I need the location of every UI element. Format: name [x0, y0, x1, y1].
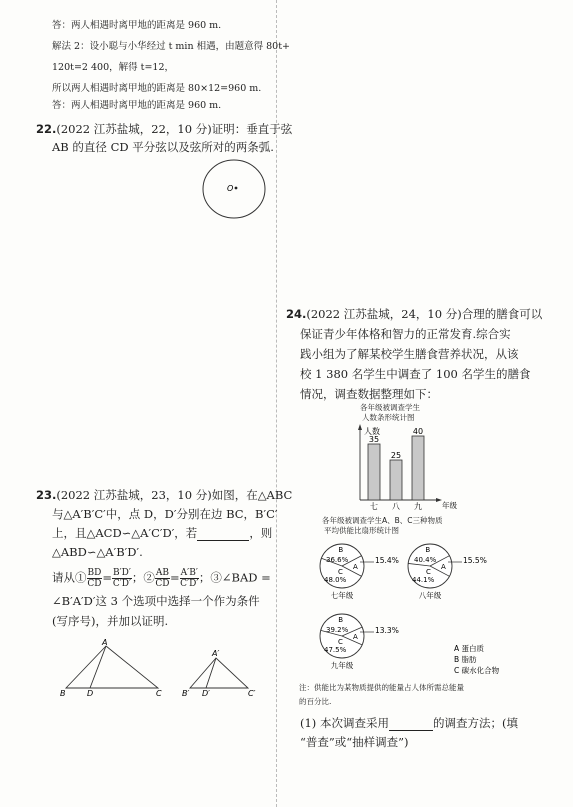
q22-line-1 — [36, 122, 292, 136]
q23-line-3 — [52, 526, 272, 541]
legend-c: C 碳水化合物 — [454, 666, 500, 675]
triangle-abc — [66, 646, 158, 688]
q22-text-1: 证明：垂直于弦 — [211, 122, 293, 136]
pie-3-label-c: C — [338, 638, 343, 646]
bar-y-label: 人数 — [364, 427, 380, 436]
label-d: D — [87, 689, 94, 698]
pie-3-name: 九年级 — [330, 661, 354, 670]
circle-label-o: O — [227, 184, 234, 193]
label-a-prime: A′ — [212, 649, 220, 658]
bar-category-3: 九 — [414, 502, 422, 511]
pie-3-value-a: 13.3% — [375, 626, 399, 635]
pie-chart-title-2: 平均供能比扇形统计图 — [324, 526, 399, 535]
q22-line-2: AB 的直径 CD 平分弦以及弦所对的两条弧. — [52, 140, 274, 154]
label-b-prime: B′ — [182, 689, 190, 698]
pie-2-value-b: 40.4% — [414, 556, 437, 564]
pie-3-value-b: 39.2% — [326, 626, 349, 634]
pie-2-value-a: 15.5% — [463, 556, 487, 565]
note-line-1: 注：供能比为某物质提供的能量占人体所需总能量 — [299, 683, 464, 692]
q24-survey-blank[interactable] — [389, 716, 433, 731]
q23-line-6: ∠B′A′D′这 3 个选项中选择一个作为条件 — [52, 594, 260, 608]
pie-1-value-a: 15.4% — [375, 556, 399, 565]
pie-1-name: 七年级 — [330, 591, 354, 600]
answer-line-1: 答：两人相遇时离甲地的距离是 960 m. — [52, 20, 222, 31]
pie-1-value-c: 48.0% — [324, 576, 347, 584]
label-c-prime: C′ — [248, 689, 256, 698]
bar-chart-title-1: 各年级被调查学生 — [360, 403, 420, 412]
answer-line-4: 所以两人相遇时离甲地的距离是 80×12=960 m. — [52, 83, 262, 94]
q23-source: (2022 江苏盐城，23，10 分) — [56, 488, 212, 502]
pie-2-value-c: 44.1% — [412, 576, 435, 584]
q24-line-2: 保证青少年体格和智力的正常发育.综合实 — [300, 327, 511, 341]
pie-1-label-b: B — [338, 546, 344, 555]
pie-1-value-b: 36.6% — [326, 556, 349, 564]
pie-2-name: 八年级 — [418, 591, 442, 600]
q24-source: (2022 江苏盐城，24，10 分) — [306, 307, 462, 321]
q23-line-4: △ABD∽△A′B′D′. — [52, 545, 143, 559]
circle-outline — [203, 160, 265, 218]
label-d-prime: D′ — [202, 689, 210, 698]
bar-value-3: 40 — [412, 427, 424, 436]
legend-a: A 蛋白质 — [454, 644, 485, 653]
triangle-a2b2c2 — [190, 658, 248, 688]
fraction-b2d2-c2d2: $\frac{B'D'}{C'D'}$ — [112, 568, 132, 589]
answer-line-5: 答：两人相遇时离甲地的距离是 960 m. — [52, 100, 222, 111]
q23-text-1: 如图，在△ABC — [211, 488, 293, 502]
legend-b: B 脂肪 — [454, 655, 477, 664]
q24-sub1-b: 的调查方法；(填 — [432, 716, 518, 730]
pie-3-label-b: B — [338, 616, 344, 625]
bar-y-arrow — [358, 424, 362, 430]
q24-line-1 — [286, 307, 542, 321]
q24-line-5: 情况，调查数据整理如下： — [300, 387, 438, 401]
pie-2-label-b: B — [425, 546, 431, 555]
circle-center — [235, 187, 238, 190]
q23-text-3b: ，则 — [249, 526, 273, 540]
bar-2 — [390, 460, 402, 500]
pie-chart-title-1: 各年级被调查学生A、B、C三种物质 — [322, 516, 443, 525]
bar-value-1: 35 — [368, 435, 380, 444]
q23-triangle-figure — [58, 636, 268, 698]
q24-text-1: 合理的膳食可以 — [461, 307, 543, 321]
label-b: B — [60, 689, 66, 698]
q24-sub1 — [300, 716, 518, 731]
answer-line-2: 解法 2：设小聪与小华经过 t min 相遇，由题意得 80t+ — [52, 41, 290, 52]
q24-sub1-a: (1) 本次调查采用 — [300, 716, 389, 730]
q23-line-1 — [36, 488, 292, 502]
bar-category-1: 七 — [370, 502, 378, 511]
q23-line-5: 请从① $\frac{BD}{CD}$ = $\frac{B'D'}{C'D'}$ ；② $\frac{AB}{CD}$ = $\frac{A'B'}{C'D'}$ ；③∠BAD = — [52, 568, 271, 589]
segment-ad — [90, 646, 106, 688]
answer-line-3: 120t=2 400，解得 t=12， — [52, 62, 174, 73]
q24-line-4: 校 1 380 名学生中调查了 100 名学生的膳食 — [300, 367, 531, 381]
bar-3 — [412, 436, 424, 500]
q23-line-7: (写序号)，并加以证明. — [52, 614, 169, 628]
label-c: C — [156, 689, 162, 698]
q23-number: 23. — [36, 488, 57, 502]
pie-3-label-a: A — [353, 633, 358, 641]
pie-2-label-a: A — [441, 563, 446, 571]
q24-number: 24. — [286, 307, 307, 321]
label-a: A — [102, 638, 108, 647]
bar-category-2: 八 — [392, 502, 400, 511]
q24-line-3: 践小组为了解某校学生膳食营养状况，从该 — [300, 347, 519, 361]
note-line-2: 的百分比. — [299, 697, 332, 706]
q23-answer-blank[interactable] — [197, 526, 249, 541]
pie-1-label-a: A — [353, 563, 358, 571]
q22-source: (2022 江苏盐城，22，10 分) — [56, 122, 212, 136]
q22-number: 22. — [36, 122, 57, 136]
q22-circle-figure — [200, 158, 272, 222]
fraction-a2b2-c2d2: $\frac{A'B'}{C'D'}$ — [180, 568, 199, 589]
pie-2-label-c: C — [426, 568, 431, 576]
q24-sub1-c: “普查”或“抽样调查”) — [300, 735, 409, 749]
bar-1 — [368, 444, 380, 500]
pie-1-label-c: C — [338, 568, 343, 576]
q23-text-5a: 请从① — [52, 570, 87, 585]
bar-x-label: 年级 — [442, 501, 457, 510]
q23-line-2: 与△A′B′C′中，点 D，D′分别在边 BC，B′C′ — [52, 507, 278, 521]
fraction-bd-cd: $\frac{BD}{CD}$ — [87, 568, 102, 589]
segment-a2d2 — [206, 658, 216, 688]
pie-3-value-c: 47.5% — [324, 646, 347, 654]
bar-chart — [340, 422, 470, 512]
bar-chart-title-2: 人数条形统计图 — [362, 413, 415, 422]
q23-text-3a: 上，且△ACD∽△A′C′D′，若 — [52, 526, 198, 540]
fraction-ab-cd: $\frac{AB}{CD}$ — [155, 568, 170, 589]
pie-chart — [290, 536, 530, 681]
bar-value-2: 25 — [390, 451, 402, 460]
